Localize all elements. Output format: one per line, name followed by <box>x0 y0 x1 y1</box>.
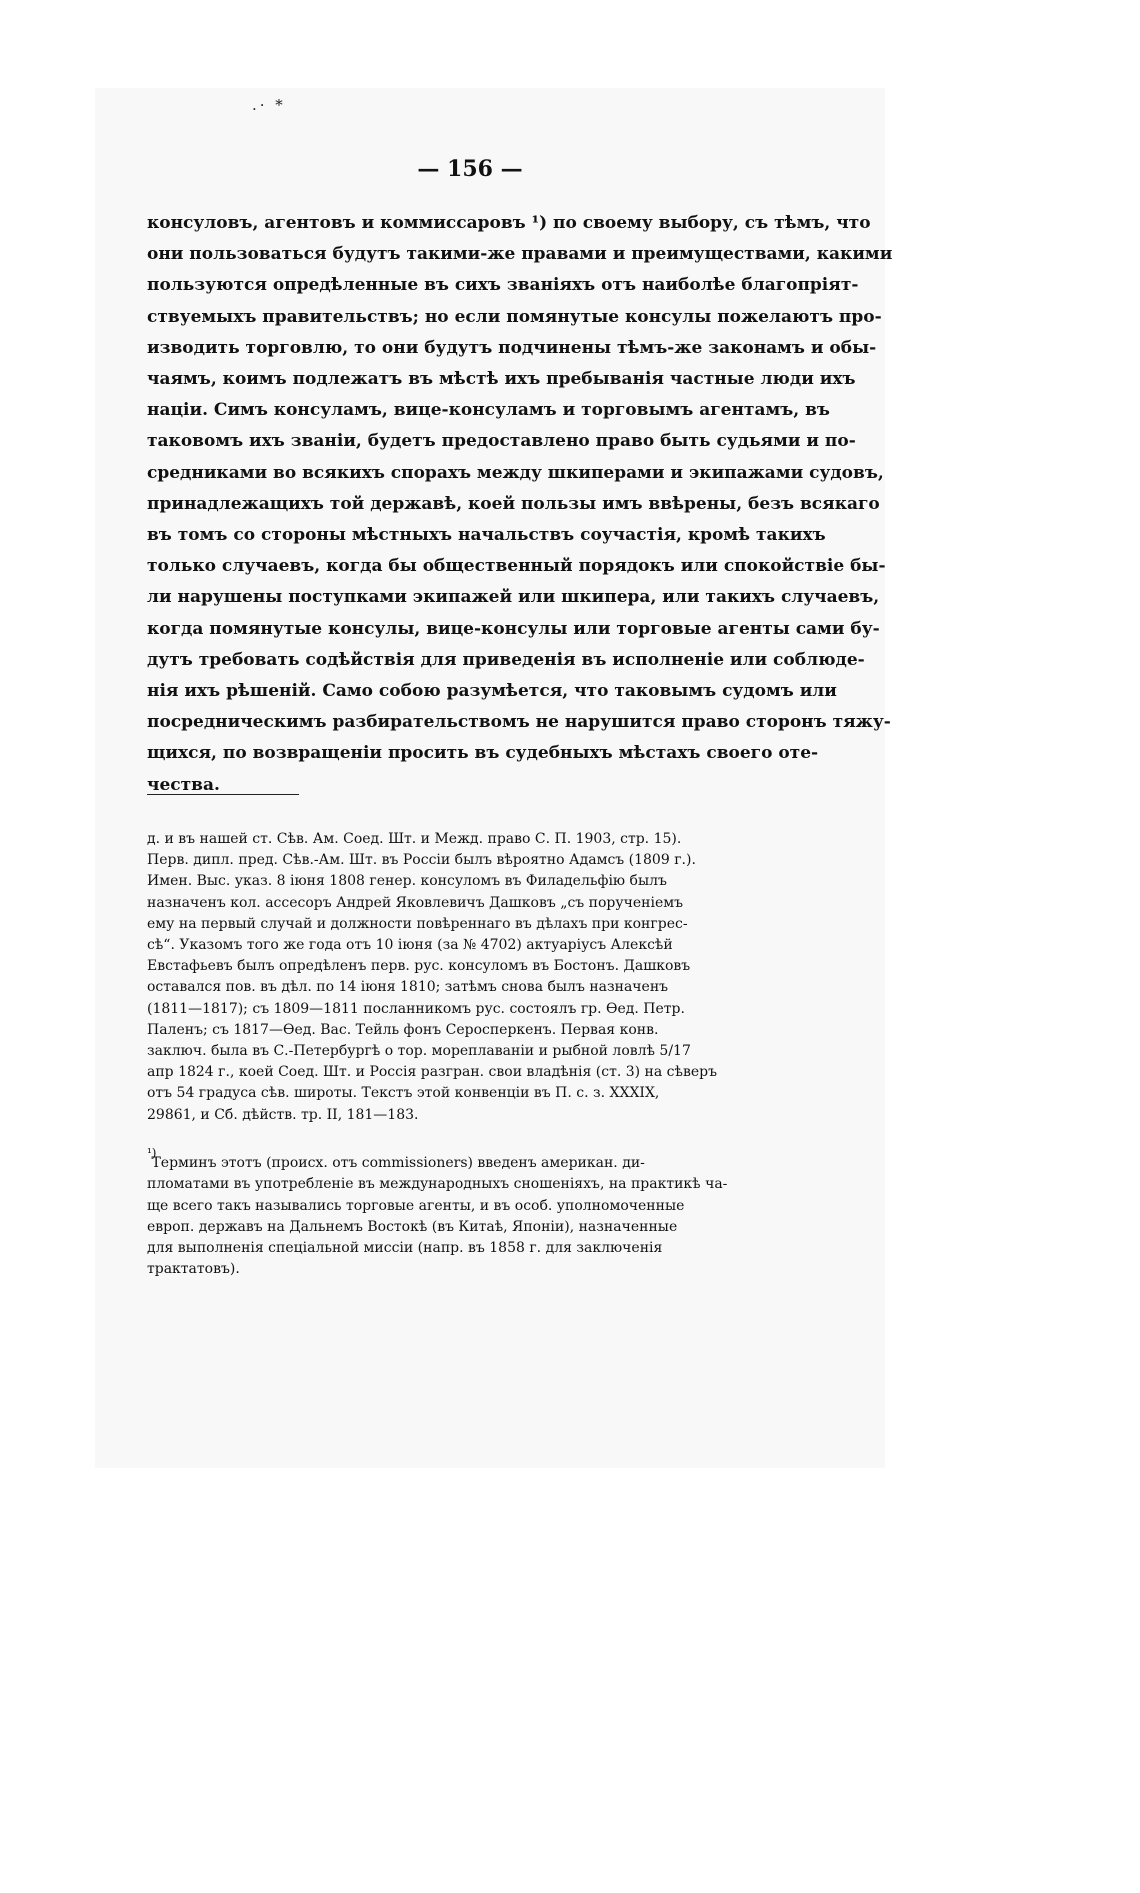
text-line: ствуемыхъ правительствъ; но если помянутые консулы пожелаютъ про- <box>147 306 882 327</box>
footnote-line: заключ. была въ С.-Петербургѣ о тор. мореплаваніи и рыбной ловлѣ 5/17 <box>147 1043 691 1060</box>
footnote-line: Имен. Выс. указ. 8 іюня 1808 генер. консуломъ въ Филадельфію былъ <box>147 873 667 890</box>
text-line: нія ихъ рѣшеній. Само собою разумѣется, что таковымъ судомъ или <box>147 681 837 702</box>
footnote-line: для выполненія спеціальной миссіи (напр. въ 1858 г. для заключенія <box>147 1240 663 1257</box>
page-number: — 156 — <box>417 156 523 182</box>
footnote-line: отъ 54 градуса сѣв. широты. Текстъ этой конвенціи въ П. с. з. XXXIX, <box>147 1085 660 1102</box>
footnote-line: трактатовъ). <box>147 1261 240 1278</box>
text-line: посредническимъ разбирательствомъ не нарушится право сторонъ тяжу- <box>147 712 891 733</box>
footnote-line: Перв. дипл. пред. Сѣв.-Ам. Шт. въ Россіи былъ вѣроятно Адамсъ (1809 г.). <box>147 852 696 869</box>
footnote-line: европ. державъ на Дальнемъ Востокѣ (въ Китаѣ, Японіи), назначенные <box>147 1218 678 1235</box>
footnote-line: Паленъ; съ 1817—Ѳед. Вас. Тейль фонъ Серосперкенъ. Первая конв. <box>147 1021 659 1038</box>
footnote-continued <box>147 829 802 1126</box>
text-line: принадлежащихъ той державѣ, коей пользы имъ ввѣрены, безъ всякаго <box>147 493 880 514</box>
text-line: только случаевъ, когда бы общественный порядокъ или спокойствіе бы- <box>147 556 886 577</box>
footnote-line: д. и въ нашей ст. Сѣв. Ам. Соед. Шт. и Межд. право С. П. 1903, стр. 15). <box>147 831 682 847</box>
footnote-line: ¹) Терминъ этотъ (происх. отъ commissioners) введенъ американ. ди- <box>147 1146 645 1172</box>
footnote-line: (1811—1817); съ 1809—1811 посланникомъ рус. состоялъ гр. Ѳед. Петр. <box>147 1000 685 1017</box>
text-line: націи. Симъ консуламъ, вице-консуламъ и торговымъ агентамъ, въ <box>147 400 830 421</box>
text-line: изводить торговлю, то они будутъ подчинены тѣмъ-же законамъ и обы- <box>147 337 877 358</box>
text-line: когда помянутые консулы, вице-консулы или торговые агенты сами бу- <box>147 618 880 639</box>
footnote-1 <box>147 1132 802 1280</box>
body-paragraph <box>147 208 893 801</box>
text-line: пользуются опредѣленные въ сихъ званіяхъ отъ наиболѣе благопріят- <box>147 275 859 296</box>
text-line: таковомъ ихъ званіи, будетъ предоставлено право быть судьями и по- <box>147 431 856 452</box>
text-line: дутъ требовать содѣйствія для приведенія въ исполненіе или соблюде- <box>147 649 865 670</box>
text-line: ли нарушены поступками экипажей или шкипера, или такихъ случаевъ, <box>147 587 880 608</box>
text-line: средниками во всякихъ спорахъ между шкиперами и экипажами судовъ, <box>147 462 884 483</box>
footnote-text: Терминъ этотъ (происх. отъ commissioners) введенъ американ. ди- <box>151 1155 645 1172</box>
footnote-line: апр 1824 г., коей Соед. Шт. и Россія разгран. свои владѣнія (ст. 3) на сѣверъ <box>147 1064 717 1081</box>
text-line: щихся, по возвращеніи просить въ судебныхъ мѣстахъ своего оте- <box>147 743 819 764</box>
text-line: въ томъ со стороны мѣстныхъ начальствъ соучастія, кромѣ такихъ <box>147 525 826 546</box>
footnote-line: оставался пов. въ дѣл. по 14 іюня 1810; затѣмъ снова былъ назначенъ <box>147 979 669 996</box>
footnote-line: ему на первый случай и должности повѣреннаго въ дѣлахъ при конгрес- <box>147 915 688 932</box>
footnote-line: Евстафьевъ былъ опредѣленъ перв. рус. консуломъ въ Бостонъ. Дашковъ <box>147 958 691 975</box>
footnote-line: 29861, и Сб. дѣйств. тр. II, 181—183. <box>147 1106 419 1123</box>
text-line: консуловъ, агентовъ и коммиссаровъ ¹) по своему выбору, съ тѣмъ, что <box>147 213 871 233</box>
footnote-line: назначенъ кол. ассесоръ Андрей Яковлевичъ Дашковъ „съ порученіемъ <box>147 894 684 911</box>
footnote-line: ще всего такъ назывались торговые агенты, и въ особ. уполномоченные <box>147 1197 685 1214</box>
text-line: они пользоваться будутъ такими-же правами и преимуществами, какими <box>147 244 893 265</box>
text-line: чества. <box>147 774 220 795</box>
footnote-line: пломатами въ употребленіе въ международныхъ сношеніяхъ, на практикѣ ча- <box>147 1176 728 1193</box>
footnote-line: сѣ“. Указомъ того же года отъ 10 іюня (за № 4702) актуаріусъ Алексѣй <box>147 937 673 954</box>
text-line: чаямъ, коимъ подлежатъ въ мѣстѣ ихъ пребыванія частные люди ихъ <box>147 369 856 390</box>
footnote-divider <box>147 794 299 795</box>
print-specks: .· * <box>252 96 286 114</box>
